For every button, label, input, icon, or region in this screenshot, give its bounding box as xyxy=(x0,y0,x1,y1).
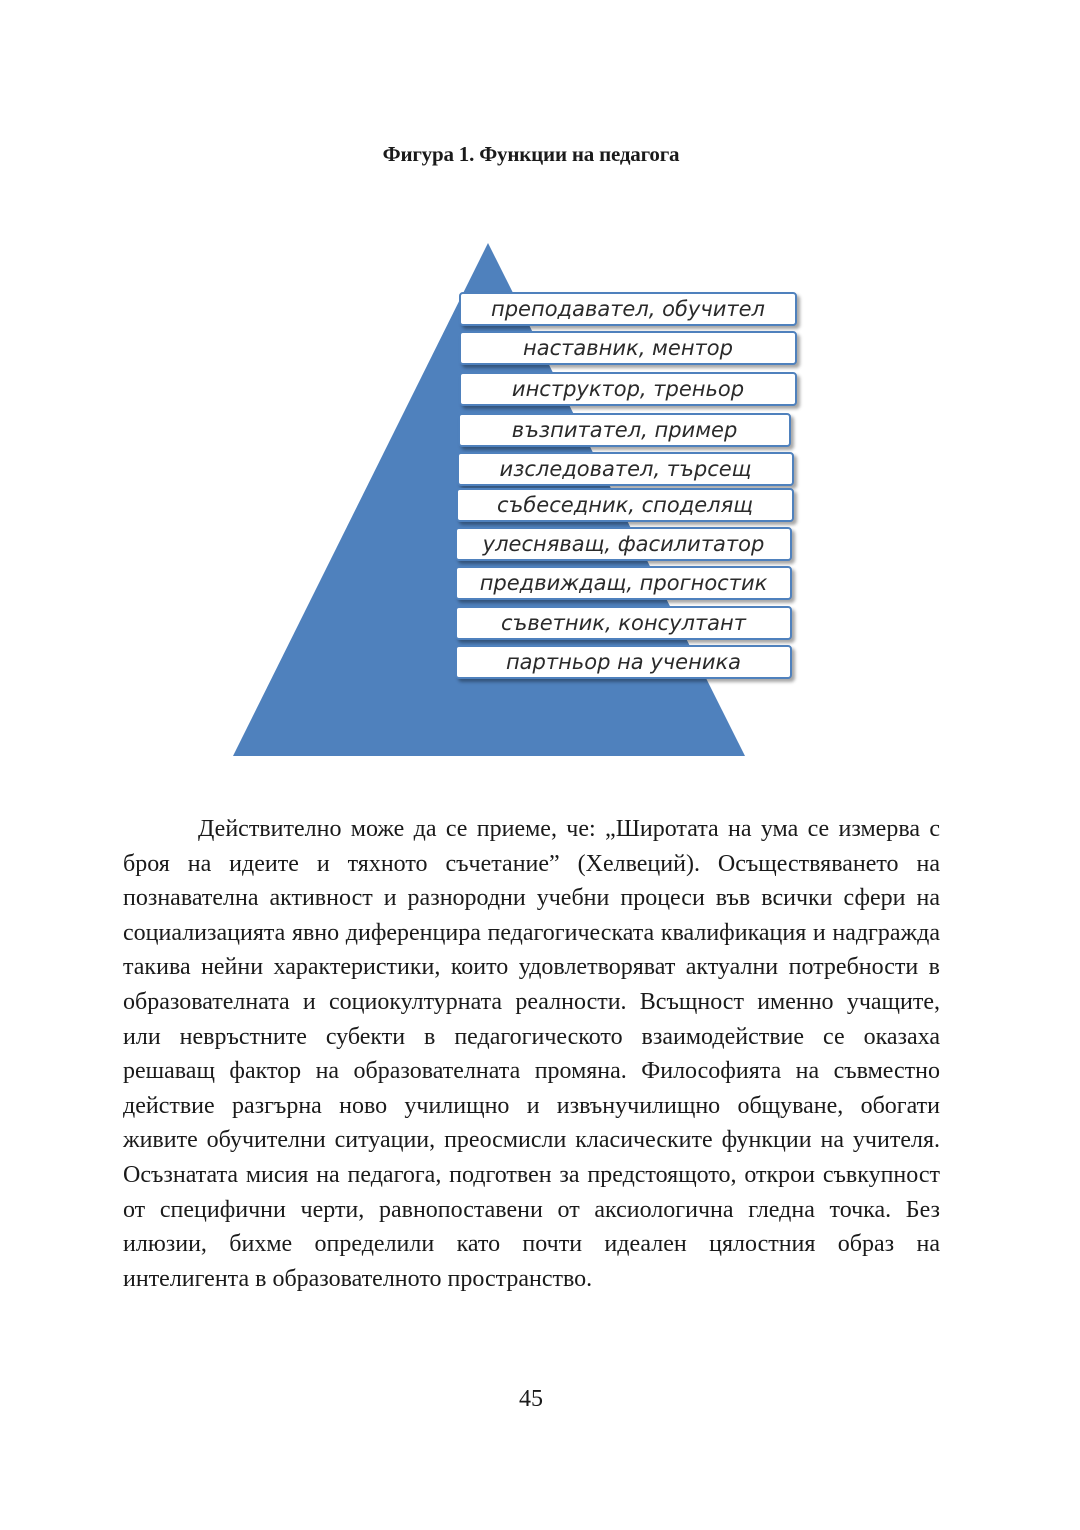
function-box-1: наставник, ментор xyxy=(459,331,797,365)
page-number: 45 xyxy=(519,1386,543,1412)
function-box-3: възпитател, пример xyxy=(458,413,791,447)
figure-title: Фигура 1. Функции на педагога xyxy=(382,142,680,166)
function-box-8: съветник, консултант xyxy=(455,606,792,640)
function-box-4: изследовател, търсещ xyxy=(457,452,794,486)
function-box-5: събеседник, споделящ xyxy=(456,488,794,522)
function-box-0: преподавател, обучител xyxy=(459,292,797,326)
function-box-9: партньор на ученика xyxy=(455,645,792,679)
body-text xyxy=(123,812,940,1296)
function-box-2: инструктор, треньор xyxy=(459,372,797,406)
function-box-7: предвиждащ, прогностик xyxy=(455,566,792,600)
function-box-6: улесняващ, фасилитатор xyxy=(455,527,792,561)
body-paragraph: Действително може да се приеме, че: „Широтата на ума се измерва с броя на идеите и тяхното съчетание” (Хелвеций). Осъществяването на познавателна активност и разнородни учебни процеси във всички сфери на социализацията явно диференцира педагогическата квалификация и надгражда такива нейни характеристики, които удовлетворяват актуални потребности в образователната и социокултурната реалности. Всъщност именно учащите, или невръстните субекти в педагогическото взаимодействие се оказаха решаващ фактор на образователната промяна. Философията на съвместно действие разгърна ново училищно и извънучилищно общуване, обогати живите обучителни ситуации, преосмисли класическите функции на учителя. Осъзнатата мисия на педагога, подготвен за предстоящото, открои съвкупност от специфични черти, равнопоставени от аксиологична гледна точка. Без илюзии, бихме определили като почти идеален цялостния образ на интелигента в образователното пространство. xyxy=(123,816,940,1292)
